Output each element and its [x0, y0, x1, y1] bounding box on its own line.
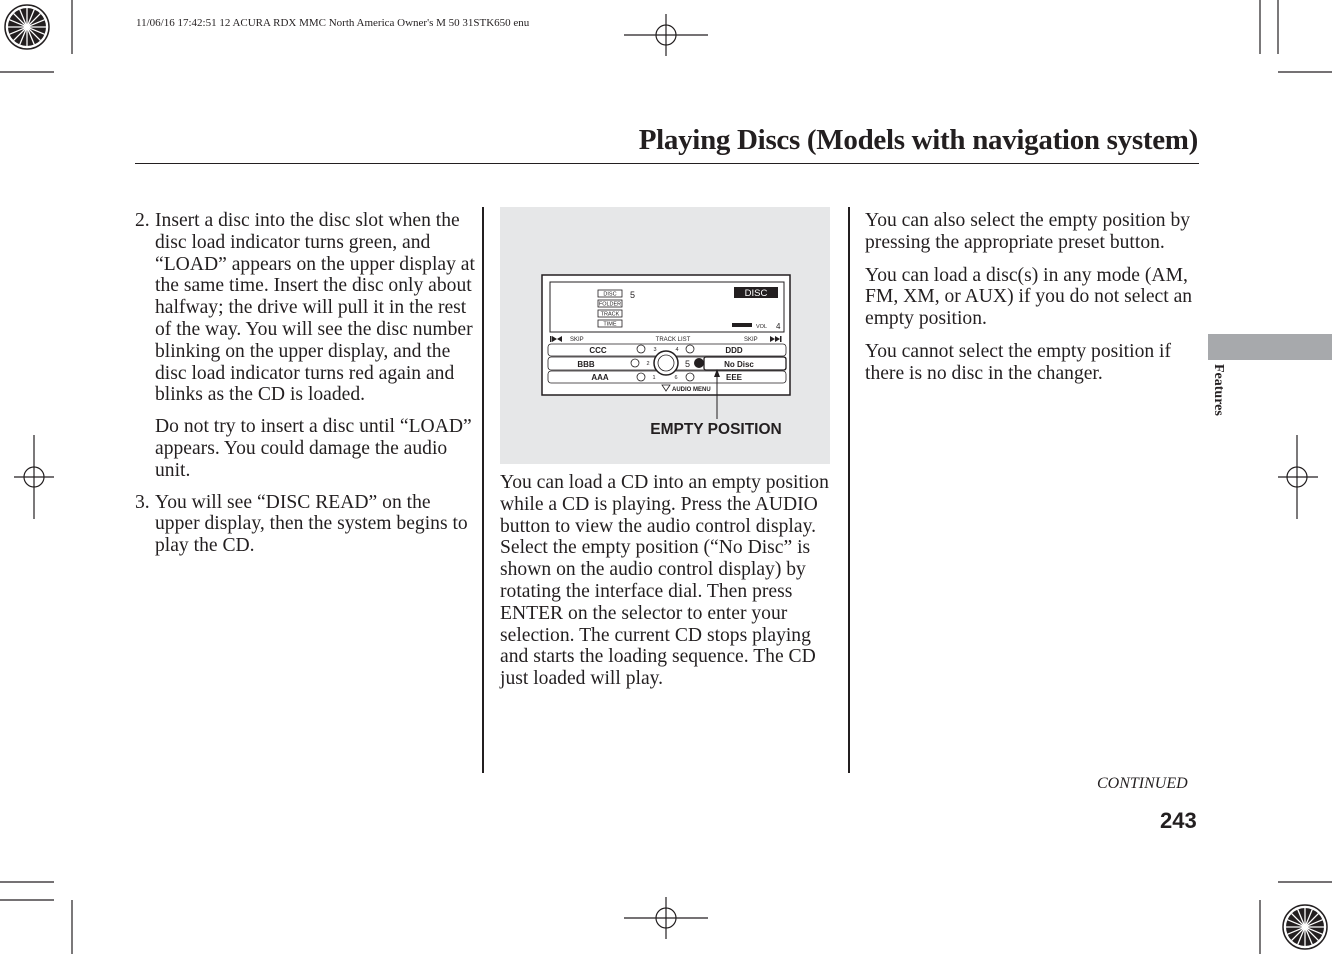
- track-list-label: TRACK LIST: [655, 337, 691, 343]
- continued-label: CONTINUED: [1097, 775, 1188, 792]
- slot-ccc: CCC: [589, 346, 607, 355]
- vol-value: 4: [776, 322, 781, 331]
- right-column: [865, 210, 1199, 385]
- audio-menu-label: AUDIO MENU: [672, 387, 711, 393]
- page-number: 243: [1160, 808, 1197, 833]
- step-2-number: 2.: [135, 210, 150, 231]
- pos-6: 6: [674, 375, 678, 381]
- step-3: [135, 492, 475, 557]
- figure-panel: [500, 207, 830, 464]
- skip-right-label: SKIP: [744, 337, 758, 343]
- slot-aaa: AAA: [591, 373, 609, 382]
- right-paragraph-2: You can load a disc(s) in any mode (AM, FM, XM, or AUX) if you do not select an empty position.: [865, 264, 1193, 330]
- pos-1: 1: [652, 375, 656, 381]
- section-tab-label: Features: [1211, 364, 1226, 416]
- step-3-number: 3.: [135, 491, 150, 513]
- slot-no-disc: No Disc: [724, 360, 754, 369]
- menu-time: TIME: [603, 321, 617, 328]
- middle-column: [500, 472, 834, 690]
- step-2-text: Insert a disc into the disc slot when the disc load indicator turns green, and “LOAD” appears on the upper display at the same time. Insert the disc only about halfway; the drive will pull it in the rest of the way. You will see the disc number blinking on the upper display, and the disc load indicator turns red again and blinks as the CD is loaded.: [155, 210, 475, 406]
- menu-disc: DISC: [603, 291, 617, 298]
- center-number: 5: [685, 359, 691, 369]
- left-column: [135, 210, 475, 557]
- vol-label: VOL: [756, 324, 768, 330]
- menu-track: TRACK: [600, 311, 620, 318]
- title-divider: [135, 163, 1199, 164]
- right-paragraph-1: You can also select the empty position by pressing the appropriate preset button.: [865, 210, 1191, 253]
- disc-number: 5: [630, 290, 636, 300]
- page-title: Playing Discs (Models with navigation system): [638, 124, 1198, 156]
- print-header: 11/06/16 17:42:51 12 ACURA RDX MMC North America Owner's M 50 31STK650 enu: [136, 17, 530, 29]
- empty-slot-marker: [694, 358, 704, 368]
- column-divider-right: [848, 207, 850, 773]
- pos-4: 4: [675, 347, 679, 353]
- slot-bbb: BBB: [577, 360, 595, 369]
- right-paragraph-3: You cannot select the empty position if there is no disc in the changer.: [865, 340, 1172, 384]
- section-tab: [1208, 334, 1332, 360]
- empty-position-callout: EMPTY POSITION: [650, 421, 782, 438]
- step-3-text: You will see “DISC READ” on the upper display, then the system begins to play the CD.: [155, 491, 468, 557]
- audio-display-illustration: [500, 207, 830, 464]
- step-2-note: Do not try to insert a disc until “LOAD” appears. You could damage the audio unit.: [155, 416, 472, 481]
- skip-left-label: SKIP: [570, 337, 584, 343]
- pos-2: 2: [646, 361, 650, 367]
- pos-3: 3: [653, 347, 657, 353]
- column-divider-left: [482, 207, 484, 773]
- slot-ddd: DDD: [725, 346, 743, 355]
- slot-eee: EEE: [725, 373, 743, 382]
- step-2: [135, 210, 475, 406]
- menu-folder: FOLDER: [598, 301, 622, 308]
- middle-paragraph: You can load a CD into an empty position while a CD is playing. Press the AUDIO button to view the audio control display. Select the empty position (“No Disc” is shown on the audio control display) by rotating the interface dial. Then press ENTER on the selector to enter your selection. The current CD stops playing and starts the loading sequence. The CD just loaded will play.: [500, 472, 829, 690]
- mode-badge: DISC: [744, 288, 768, 299]
